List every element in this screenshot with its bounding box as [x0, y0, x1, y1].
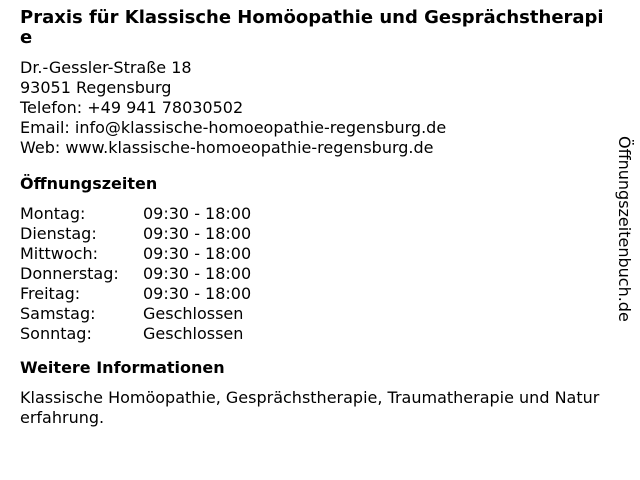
- hours-row-wednesday: [20, 244, 605, 264]
- hours-row-sunday: [20, 324, 605, 344]
- day-label: Sonntag:: [20, 324, 92, 343]
- info-heading: Weitere Informationen: [20, 358, 225, 377]
- day-label: Samstag:: [20, 304, 96, 323]
- day-time: 09:30 - 18:00: [143, 244, 252, 263]
- day-label: Montag:: [20, 204, 86, 223]
- day-time: Geschlossen: [143, 324, 244, 343]
- day-time: 09:30 - 18:00: [143, 284, 252, 303]
- info-text: Klassische Homöopathie, Gesprächstherapie, Traumatherapie und Naturerfahrung.: [20, 388, 600, 427]
- website: Web: www.klassische-homoeopathie-regensburg.de: [20, 138, 434, 157]
- day-label: Freitag:: [20, 284, 81, 303]
- hours-row-saturday: [20, 304, 605, 324]
- content: [20, 8, 605, 428]
- hours-row-monday: [20, 204, 605, 224]
- practice-title: Praxis für Klassische Homöopathie und Gesprächstherapie: [20, 7, 604, 48]
- hours-row-thursday: [20, 264, 605, 284]
- day-time: 09:30 - 18:00: [143, 264, 252, 283]
- email: Email: info@klassische-homoeopathie-regensburg.de: [20, 118, 447, 137]
- hours-table: [20, 204, 605, 344]
- day-time: Geschlossen: [143, 304, 244, 323]
- day-label: Dienstag:: [20, 224, 97, 243]
- hours-row-tuesday: [20, 224, 605, 244]
- street: Dr.-Gessler-Straße 18: [20, 58, 192, 77]
- address-block: [20, 58, 605, 158]
- day-time: 09:30 - 18:00: [143, 224, 252, 243]
- side-watermark-label: Öffnungszeitenbuch.de: [615, 136, 634, 322]
- day-time: 09:30 - 18:00: [143, 204, 252, 223]
- phone: Telefon: +49 941 78030502: [20, 98, 244, 117]
- hours-heading: Öffnungszeiten: [20, 174, 158, 193]
- day-label: Donnerstag:: [20, 264, 119, 283]
- city: 93051 Regensburg: [20, 78, 172, 97]
- hours-row-friday: [20, 284, 605, 304]
- day-label: Mittwoch:: [20, 244, 98, 263]
